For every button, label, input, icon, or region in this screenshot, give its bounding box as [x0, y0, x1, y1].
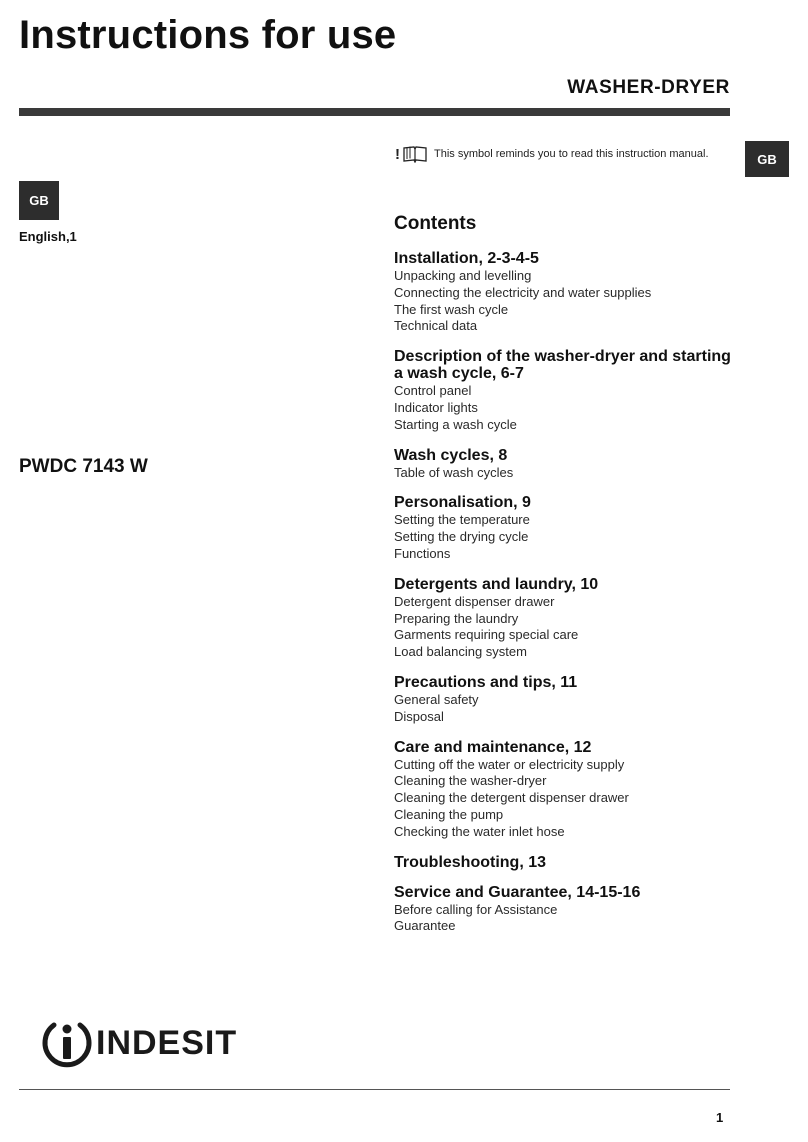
toc-item: The first wash cycle [394, 301, 509, 317]
toc-section-title: Wash cycles, 8 [394, 446, 508, 464]
product-type: WASHER-DRYER [567, 77, 730, 98]
exclamation-mark: ! [395, 145, 400, 163]
brand-logo [40, 1017, 237, 1069]
toc-section-title: Service and Guarantee, 14-15-16 [394, 883, 641, 901]
toc-item: Setting the temperature [394, 512, 530, 528]
toc-item: Control panel [394, 383, 472, 399]
toc-section-title: Personalisation, 9 [394, 494, 531, 512]
toc-item: Cleaning the washer-dryer [394, 773, 547, 789]
toc-item: Indicator lights [394, 399, 478, 415]
toc-section [394, 250, 734, 335]
language-page-ref: English,1 [19, 229, 77, 244]
toc-item: Cutting off the water or electricity supply [394, 756, 625, 772]
toc-section-title: Precautions and tips, 11 [394, 673, 578, 691]
toc-item: General safety [394, 691, 479, 707]
toc-section [394, 739, 734, 841]
toc-section [394, 854, 734, 871]
toc-section-title: Troubleshooting, 13 [394, 853, 547, 871]
toc-section-title: Care and maintenance, 12 [394, 738, 592, 756]
toc-section [394, 674, 734, 726]
notice-text: This symbol reminds you to read this instruction manual. [434, 148, 709, 160]
toc-section [394, 348, 734, 433]
toc-item: Checking the water inlet hose [394, 823, 565, 839]
manual-notice [395, 144, 709, 164]
toc-section-title: Description of the washer-dryer and starting a wash cycle, 6-7 [394, 348, 731, 383]
toc-item: Technical data [394, 318, 478, 334]
indesit-logo-icon [40, 1017, 94, 1069]
open-book-icon [402, 145, 428, 163]
toc-item: Disposal [394, 708, 444, 724]
language-badge: GB [19, 181, 59, 220]
table-of-contents [394, 212, 734, 948]
toc-item: Functions [394, 545, 451, 561]
toc-item: Detergent dispenser drawer [394, 593, 555, 609]
toc-item: Cleaning the pump [394, 806, 504, 822]
page-title: Instructions for use [19, 13, 397, 57]
toc-item: Unpacking and levelling [394, 268, 532, 283]
toc-section [394, 494, 734, 562]
toc-sections [394, 250, 734, 935]
toc-item: Cleaning the detergent dispenser drawer [394, 790, 629, 806]
toc-item: Garments requiring special care [394, 627, 579, 643]
toc-item: Before calling for Assistance [394, 901, 558, 917]
toc-section-title: Installation, 2-3-4-5 [394, 250, 539, 267]
language-side-tab: GB [745, 141, 789, 177]
toc-section [394, 884, 734, 936]
header-rule [19, 108, 730, 116]
toc-item: Table of wash cycles [394, 464, 514, 480]
footer-rule [19, 1089, 730, 1090]
toc-item: Starting a wash cycle [394, 416, 517, 432]
toc-item: Load balancing system [394, 644, 527, 660]
toc-item: Guarantee [394, 918, 456, 934]
contents-heading: Contents [394, 213, 477, 234]
toc-section-title: Detergents and laundry, 10 [394, 575, 599, 593]
page-number: 1 [716, 1110, 724, 1125]
model-number: PWDC 7143 W [19, 456, 148, 477]
brand-name: INDESIT [96, 1023, 238, 1062]
toc-item: Setting the drying cycle [394, 529, 529, 545]
toc-section [394, 447, 734, 482]
toc-section [394, 576, 734, 661]
toc-item: Connecting the electricity and water supplies [394, 284, 652, 300]
toc-item: Preparing the laundry [394, 610, 519, 626]
